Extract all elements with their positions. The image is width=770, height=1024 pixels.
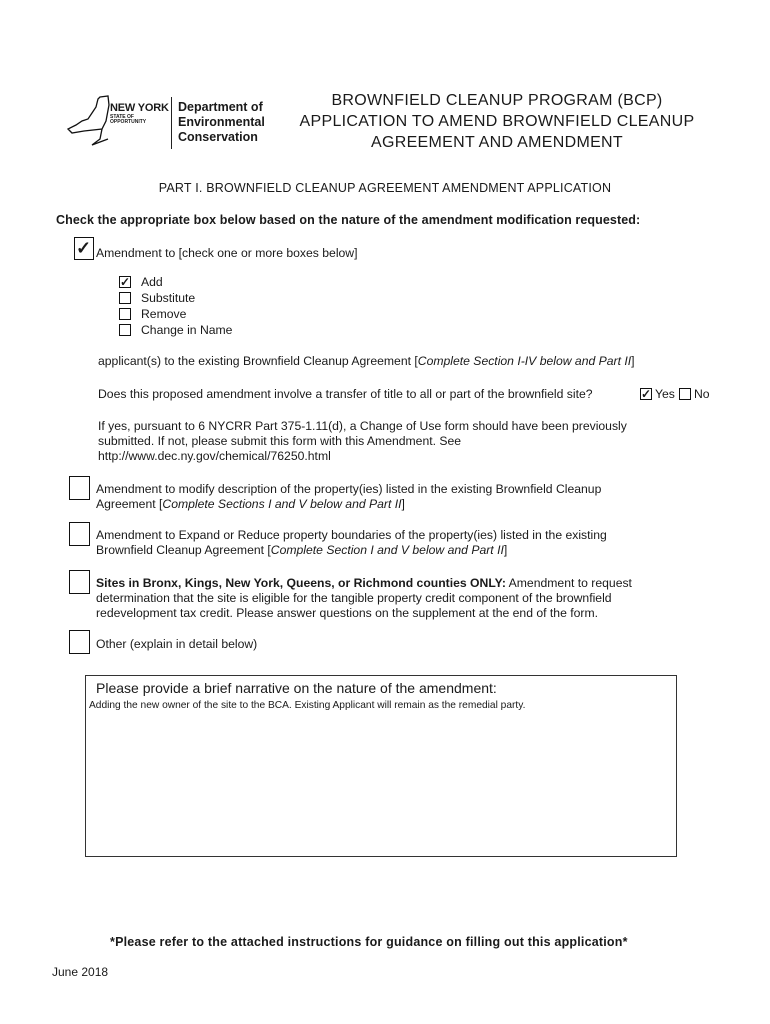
modify-line2-italic: Complete Sections I and V below and Part II [162, 497, 402, 511]
expand-line2-close: ] [503, 543, 508, 557]
sites-line1-rest: Amendment to request [505, 576, 632, 590]
applicant-text-plain: applicant(s) to the existing Brownfield Cleanup Agreement [ [98, 354, 418, 368]
narrative-heading: Please provide a brief narrative on the nature of the amendment: [96, 680, 497, 696]
agency-name [178, 100, 265, 145]
transfer-question-text: Does this proposed amendment involve a transfer of title to all or part of the brownfield site? [98, 387, 593, 401]
expand-line2-italic: Complete Section I and V below and Part II [270, 543, 504, 557]
check-mark-icon: ✓ [641, 387, 652, 401]
narrative-body: Adding the new owner of the site to the BCA. Existing Applicant will remain as the remedial party. [89, 700, 526, 711]
other-label: Other (explain in detail below) [96, 637, 258, 651]
sub-option-substitute-checkbox[interactable] [119, 292, 131, 304]
sub-option-change-name-checkbox[interactable] [119, 324, 131, 336]
logo-divider [171, 97, 172, 149]
form-date: June 2018 [52, 965, 109, 979]
title-line3: AGREEMENT AND AMENDMENT [371, 134, 623, 151]
sub-option-remove-checkbox[interactable] [119, 308, 131, 320]
part-heading: PART I. BROWNFIELD CLEANUP AGREEMENT AMENDMENT APPLICATION [158, 181, 612, 195]
transfer-no-label: No [694, 387, 710, 401]
modify-line2-close: ] [401, 497, 405, 511]
transfer-yes-checkbox[interactable] [640, 388, 652, 400]
sub-option-remove-label: Remove [141, 307, 187, 321]
agency-line2: Environmental [178, 115, 265, 129]
amend-checkbox[interactable] [74, 237, 94, 260]
ny-state-logo [62, 95, 174, 155]
transfer-no-checkbox[interactable] [679, 388, 691, 400]
title-line1: BROWNFIELD CLEANUP PROGRAM (BCP) [331, 92, 663, 109]
applicant-text-italic: Complete Section I-IV below and Part II [417, 354, 632, 368]
expand-line2 [96, 543, 507, 558]
sites-line1 [96, 576, 632, 591]
modify-line2 [96, 497, 405, 512]
title-line2: APPLICATION TO AMEND BROWNFIELD CLEANUP [299, 113, 695, 130]
instructions-note: *Please refer to the attached instructions for guidance on filling out this application* [110, 935, 628, 949]
ny-state-outline-icon [62, 95, 112, 153]
expand-line1: Amendment to Expand or Reduce property boundaries of the property(ies) listed in the existing [96, 528, 607, 542]
sub-option-change-name-label: Change in Name [141, 323, 233, 337]
nyc-sites-checkbox[interactable] [69, 570, 90, 594]
instruction-text: Check the appropriate box below based on the nature of the amendment modification requested: [56, 213, 641, 227]
transfer-question [98, 387, 593, 402]
modify-line2-plain: Agreement [ [96, 497, 163, 511]
ny-state-name: NEW YORK [110, 102, 169, 114]
if-yes-line1: If yes, pursuant to 6 NYCRR Part 375-1.11(d), a Change of Use form should have been previously [98, 419, 627, 433]
ny-sub-line1: STATE OF [110, 114, 134, 120]
sub-option-add-checkbox[interactable] [119, 276, 131, 288]
document-title [282, 90, 712, 153]
amend-label: Amendment to [check one or more boxes below] [96, 246, 358, 260]
expand-line2-plain: Brownfield Cleanup Agreement [ [96, 543, 271, 557]
change-of-use-link[interactable]: http://www.dec.ny.gov/chemical/76250.html [98, 449, 331, 463]
if-yes-line2: submitted. If not, please submit this form with this Amendment. See [98, 434, 462, 448]
sub-option-substitute-label: Substitute [141, 291, 196, 305]
expand-reduce-checkbox[interactable] [69, 522, 90, 546]
applicant-text [98, 354, 635, 369]
ny-state-sub [110, 115, 146, 125]
modify-line1: Amendment to modify description of the property(ies) listed in the existing Brownfield Cleanup [96, 482, 602, 496]
ny-sub-line2: OPPORTUNITY [110, 119, 147, 125]
agency-line3: Conservation [178, 130, 258, 144]
sites-line3: redevelopment tax credit. Please answer questions on the supplement at the end of the form. [96, 606, 599, 620]
sub-option-add-label: Add [141, 275, 163, 289]
modify-description-checkbox[interactable] [69, 476, 90, 500]
sites-line2: determination that the site is eligible for the tangible property credit component of the brownfield [96, 591, 612, 605]
transfer-yes-label: Yes [655, 387, 675, 401]
other-checkbox[interactable] [69, 630, 90, 654]
applicant-text-close: ] [631, 354, 635, 368]
agency-line1: Department of [178, 100, 263, 114]
sites-bold-text: Sites in Bronx, Kings, New York, Queens, or Richmond counties ONLY: [96, 576, 506, 590]
check-mark-icon: ✓ [76, 238, 92, 258]
check-mark-icon: ✓ [120, 275, 131, 289]
